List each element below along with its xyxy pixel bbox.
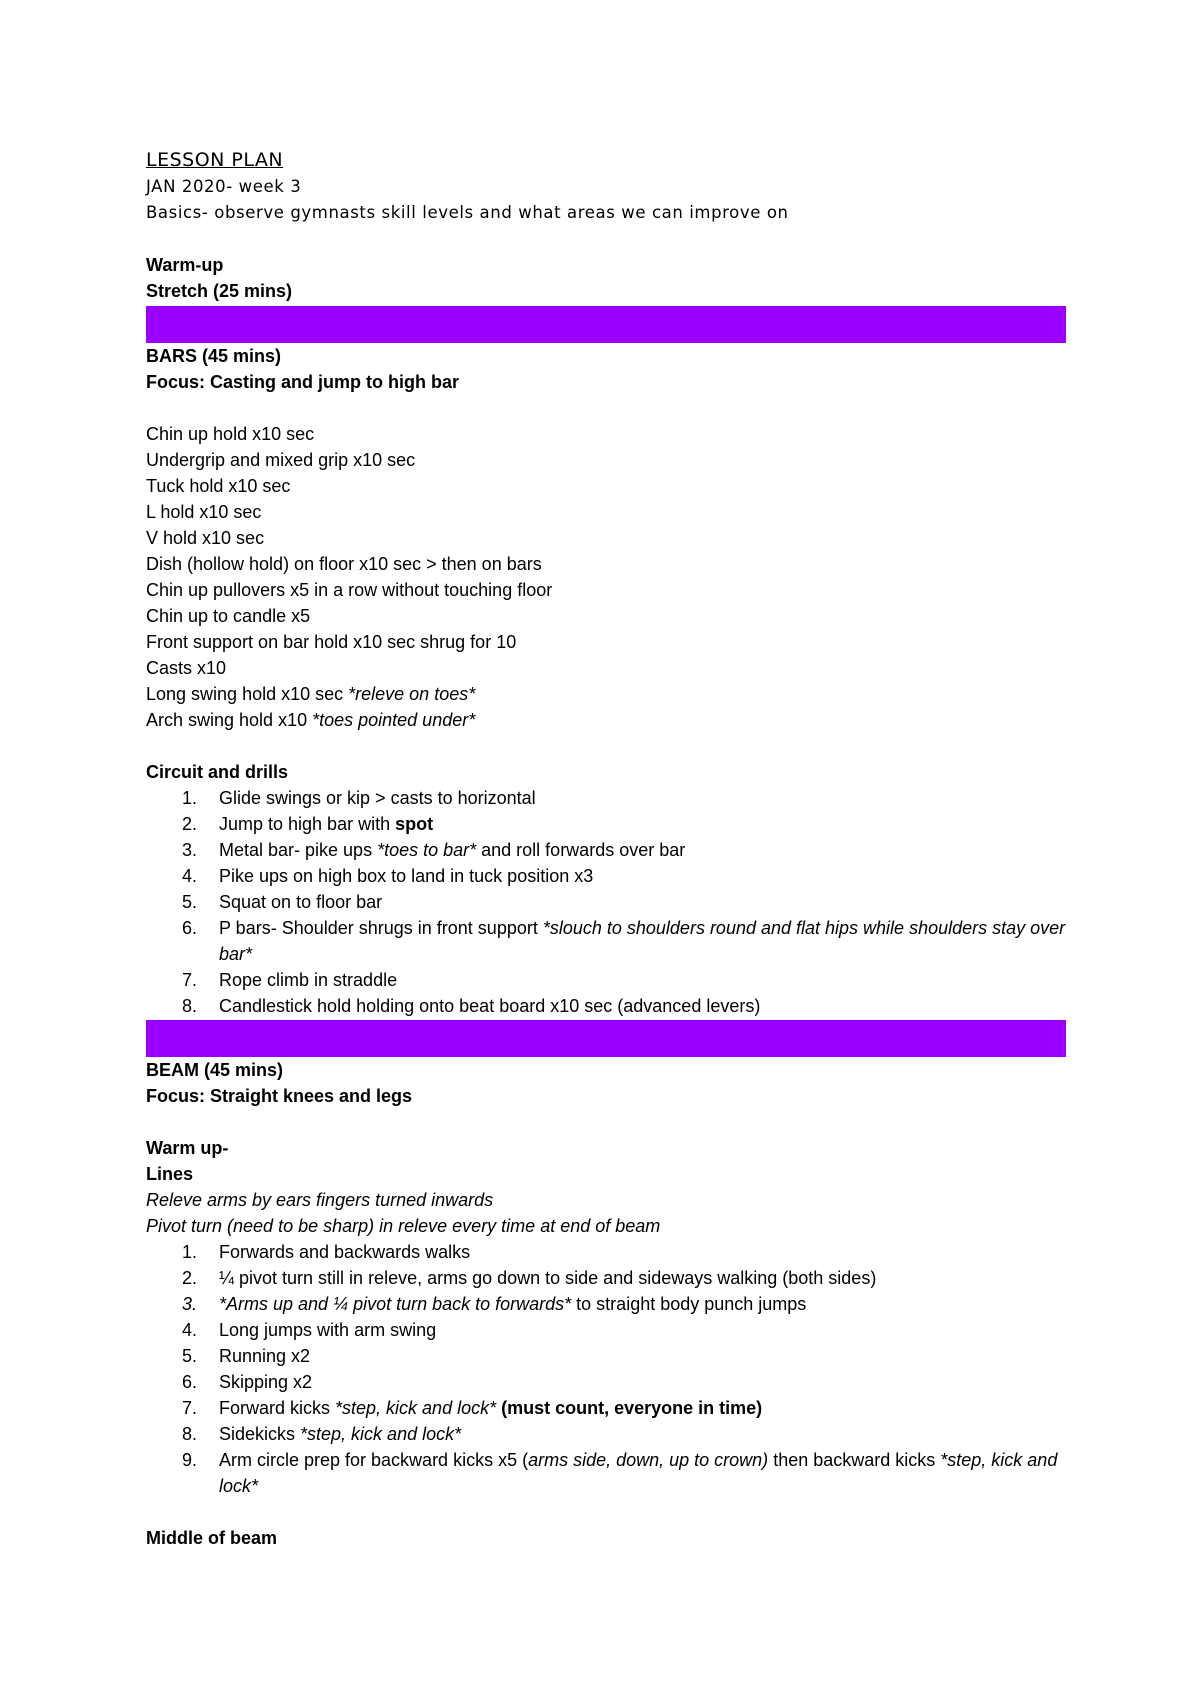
- section-divider-bar: [146, 1020, 1066, 1057]
- spacer: [146, 226, 1066, 252]
- list-note: *step, kick and lock*: [335, 1398, 497, 1418]
- list-item: [146, 863, 1066, 889]
- section-divider-bar: [146, 306, 1066, 343]
- drill-item: Tuck hold x10 sec: [146, 476, 291, 496]
- list-item: [146, 1421, 1066, 1447]
- list-item: [146, 915, 1066, 967]
- list-number: 2.: [182, 1268, 198, 1288]
- list-text: Jump to high bar with: [219, 814, 396, 834]
- list-number: 2.: [182, 814, 198, 834]
- list-text: Running x2: [219, 1346, 311, 1366]
- drill-note: *releve on toes*: [348, 684, 476, 704]
- beam-list: [146, 1239, 1066, 1499]
- list-number: 5.: [182, 892, 198, 912]
- list-number: 8.: [182, 996, 198, 1016]
- list-item: [146, 993, 1066, 1019]
- list-item: [146, 1291, 1066, 1317]
- list-item: [146, 1447, 1066, 1499]
- date-line: JAN 2020- week 3: [146, 177, 302, 196]
- drill-text: Long swing hold x10 sec: [146, 684, 349, 704]
- circuit-list: [146, 785, 1066, 1019]
- list-text: Long jumps with arm swing: [219, 1320, 437, 1340]
- list-text: Candlestick hold holding onto beat board x10 sec (advanced levers): [219, 996, 761, 1016]
- list-number: 4.: [182, 866, 198, 886]
- warmup-heading: Warm-up: [146, 255, 224, 275]
- beam-focus: Focus: Straight knees and legs: [146, 1086, 413, 1106]
- list-emphasis: spot: [395, 814, 434, 834]
- beam-warmup-heading: Warm up-: [146, 1138, 229, 1158]
- list-text: Metal bar- pike ups: [219, 840, 378, 860]
- list-note: arms side, down, up to crown): [528, 1450, 769, 1470]
- lines-heading: Lines: [146, 1164, 194, 1184]
- list-text: Rope climb in straddle: [219, 970, 398, 990]
- list-text: P bars- Shoulder shrugs in front support: [219, 918, 543, 938]
- list-text: Forwards and backwards walks: [219, 1242, 471, 1262]
- drill-note: *toes pointed under*: [312, 710, 476, 730]
- list-item: [146, 889, 1066, 915]
- list-number: 3.: [182, 1294, 198, 1314]
- drill-item: Dish (hollow hold) on floor x10 sec > then on bars: [146, 554, 542, 574]
- list-number: 3.: [182, 840, 198, 860]
- drill-item: L hold x10 sec: [146, 502, 262, 522]
- list-number: 7.: [182, 1398, 198, 1418]
- spacer: [146, 1109, 1066, 1135]
- list-text: ¼ pivot turn still in releve, arms go down to side and sideways walking (both sides): [219, 1268, 877, 1288]
- list-number: 6.: [182, 1372, 198, 1392]
- page-title: LESSON PLAN: [146, 149, 284, 171]
- beam-heading: BEAM (45 mins): [146, 1060, 284, 1080]
- list-number: 1.: [182, 788, 198, 808]
- list-item: [146, 837, 1066, 863]
- list-number: 4.: [182, 1320, 198, 1340]
- document-body: [146, 146, 1066, 1551]
- list-item: [146, 785, 1066, 811]
- list-text: Skipping x2: [219, 1372, 313, 1392]
- list-number: 7.: [182, 970, 198, 990]
- list-item: [146, 1369, 1066, 1395]
- drill-item: Chin up hold x10 sec: [146, 424, 315, 444]
- drill-item: Chin up pullovers x5 in a row without touching floor: [146, 580, 553, 600]
- list-text: Glide swings or kip > casts to horizontal: [219, 788, 536, 808]
- spacer: [146, 733, 1066, 759]
- list-text: Squat on to floor bar: [219, 892, 383, 912]
- list-item: [146, 1239, 1066, 1265]
- circuit-heading: Circuit and drills: [146, 762, 289, 782]
- list-item: [146, 811, 1066, 837]
- list-note: *step, kick and lock*: [300, 1424, 462, 1444]
- list-number: 8.: [182, 1424, 198, 1444]
- list-number: 5.: [182, 1346, 198, 1366]
- stretch-heading: Stretch (25 mins): [146, 281, 293, 301]
- drill-item: Casts x10: [146, 658, 227, 678]
- list-emphasis: (must count, everyone in time): [496, 1398, 763, 1418]
- spacer: [146, 395, 1066, 421]
- beam-note: Releve arms by ears fingers turned inwards: [146, 1190, 494, 1210]
- list-note: *slouch to shoulders round and flat hips while shoulders stay over bar*: [219, 918, 1066, 964]
- bars-focus: Focus: Casting and jump to high bar: [146, 372, 459, 392]
- list-text: then backward kicks: [768, 1450, 941, 1470]
- drill-item: [146, 681, 1066, 707]
- list-item: [146, 1395, 1066, 1421]
- list-text: Arm circle prep for backward kicks x5 (: [219, 1450, 529, 1470]
- bars-heading: BARS (45 mins): [146, 346, 282, 366]
- drill-item: Chin up to candle x5: [146, 606, 311, 626]
- list-note: *Arms up and ¼ pivot turn back to forwards*: [219, 1294, 572, 1314]
- list-text: Pike ups on high box to land in tuck position x3: [219, 866, 594, 886]
- drill-text: Arch swing hold x10: [146, 710, 313, 730]
- basics-line: Basics- observe gymnasts skill levels and what areas we can improve on: [146, 203, 789, 222]
- beam-note: Pivot turn (need to be sharp) in releve every time at end of beam: [146, 1216, 661, 1236]
- list-text: to straight body punch jumps: [571, 1294, 807, 1314]
- drill-item: [146, 707, 1066, 733]
- list-note: *toes to bar*: [377, 840, 477, 860]
- list-number: 6.: [182, 918, 198, 938]
- list-number: 1.: [182, 1242, 198, 1262]
- list-item: [146, 967, 1066, 993]
- drill-item: Front support on bar hold x10 sec shrug for 10: [146, 632, 517, 652]
- list-number: 9.: [182, 1450, 198, 1470]
- list-text: and roll forwards over bar: [476, 840, 686, 860]
- drill-item: V hold x10 sec: [146, 528, 265, 548]
- list-item: [146, 1317, 1066, 1343]
- middle-of-beam-heading: Middle of beam: [146, 1528, 278, 1548]
- list-text: Forward kicks: [219, 1398, 336, 1418]
- list-note: *step, kick and lock*: [219, 1450, 1058, 1496]
- list-text: Sidekicks: [219, 1424, 301, 1444]
- spacer: [146, 1499, 1066, 1525]
- list-item: [146, 1343, 1066, 1369]
- list-item: [146, 1265, 1066, 1291]
- drill-item: Undergrip and mixed grip x10 sec: [146, 450, 416, 470]
